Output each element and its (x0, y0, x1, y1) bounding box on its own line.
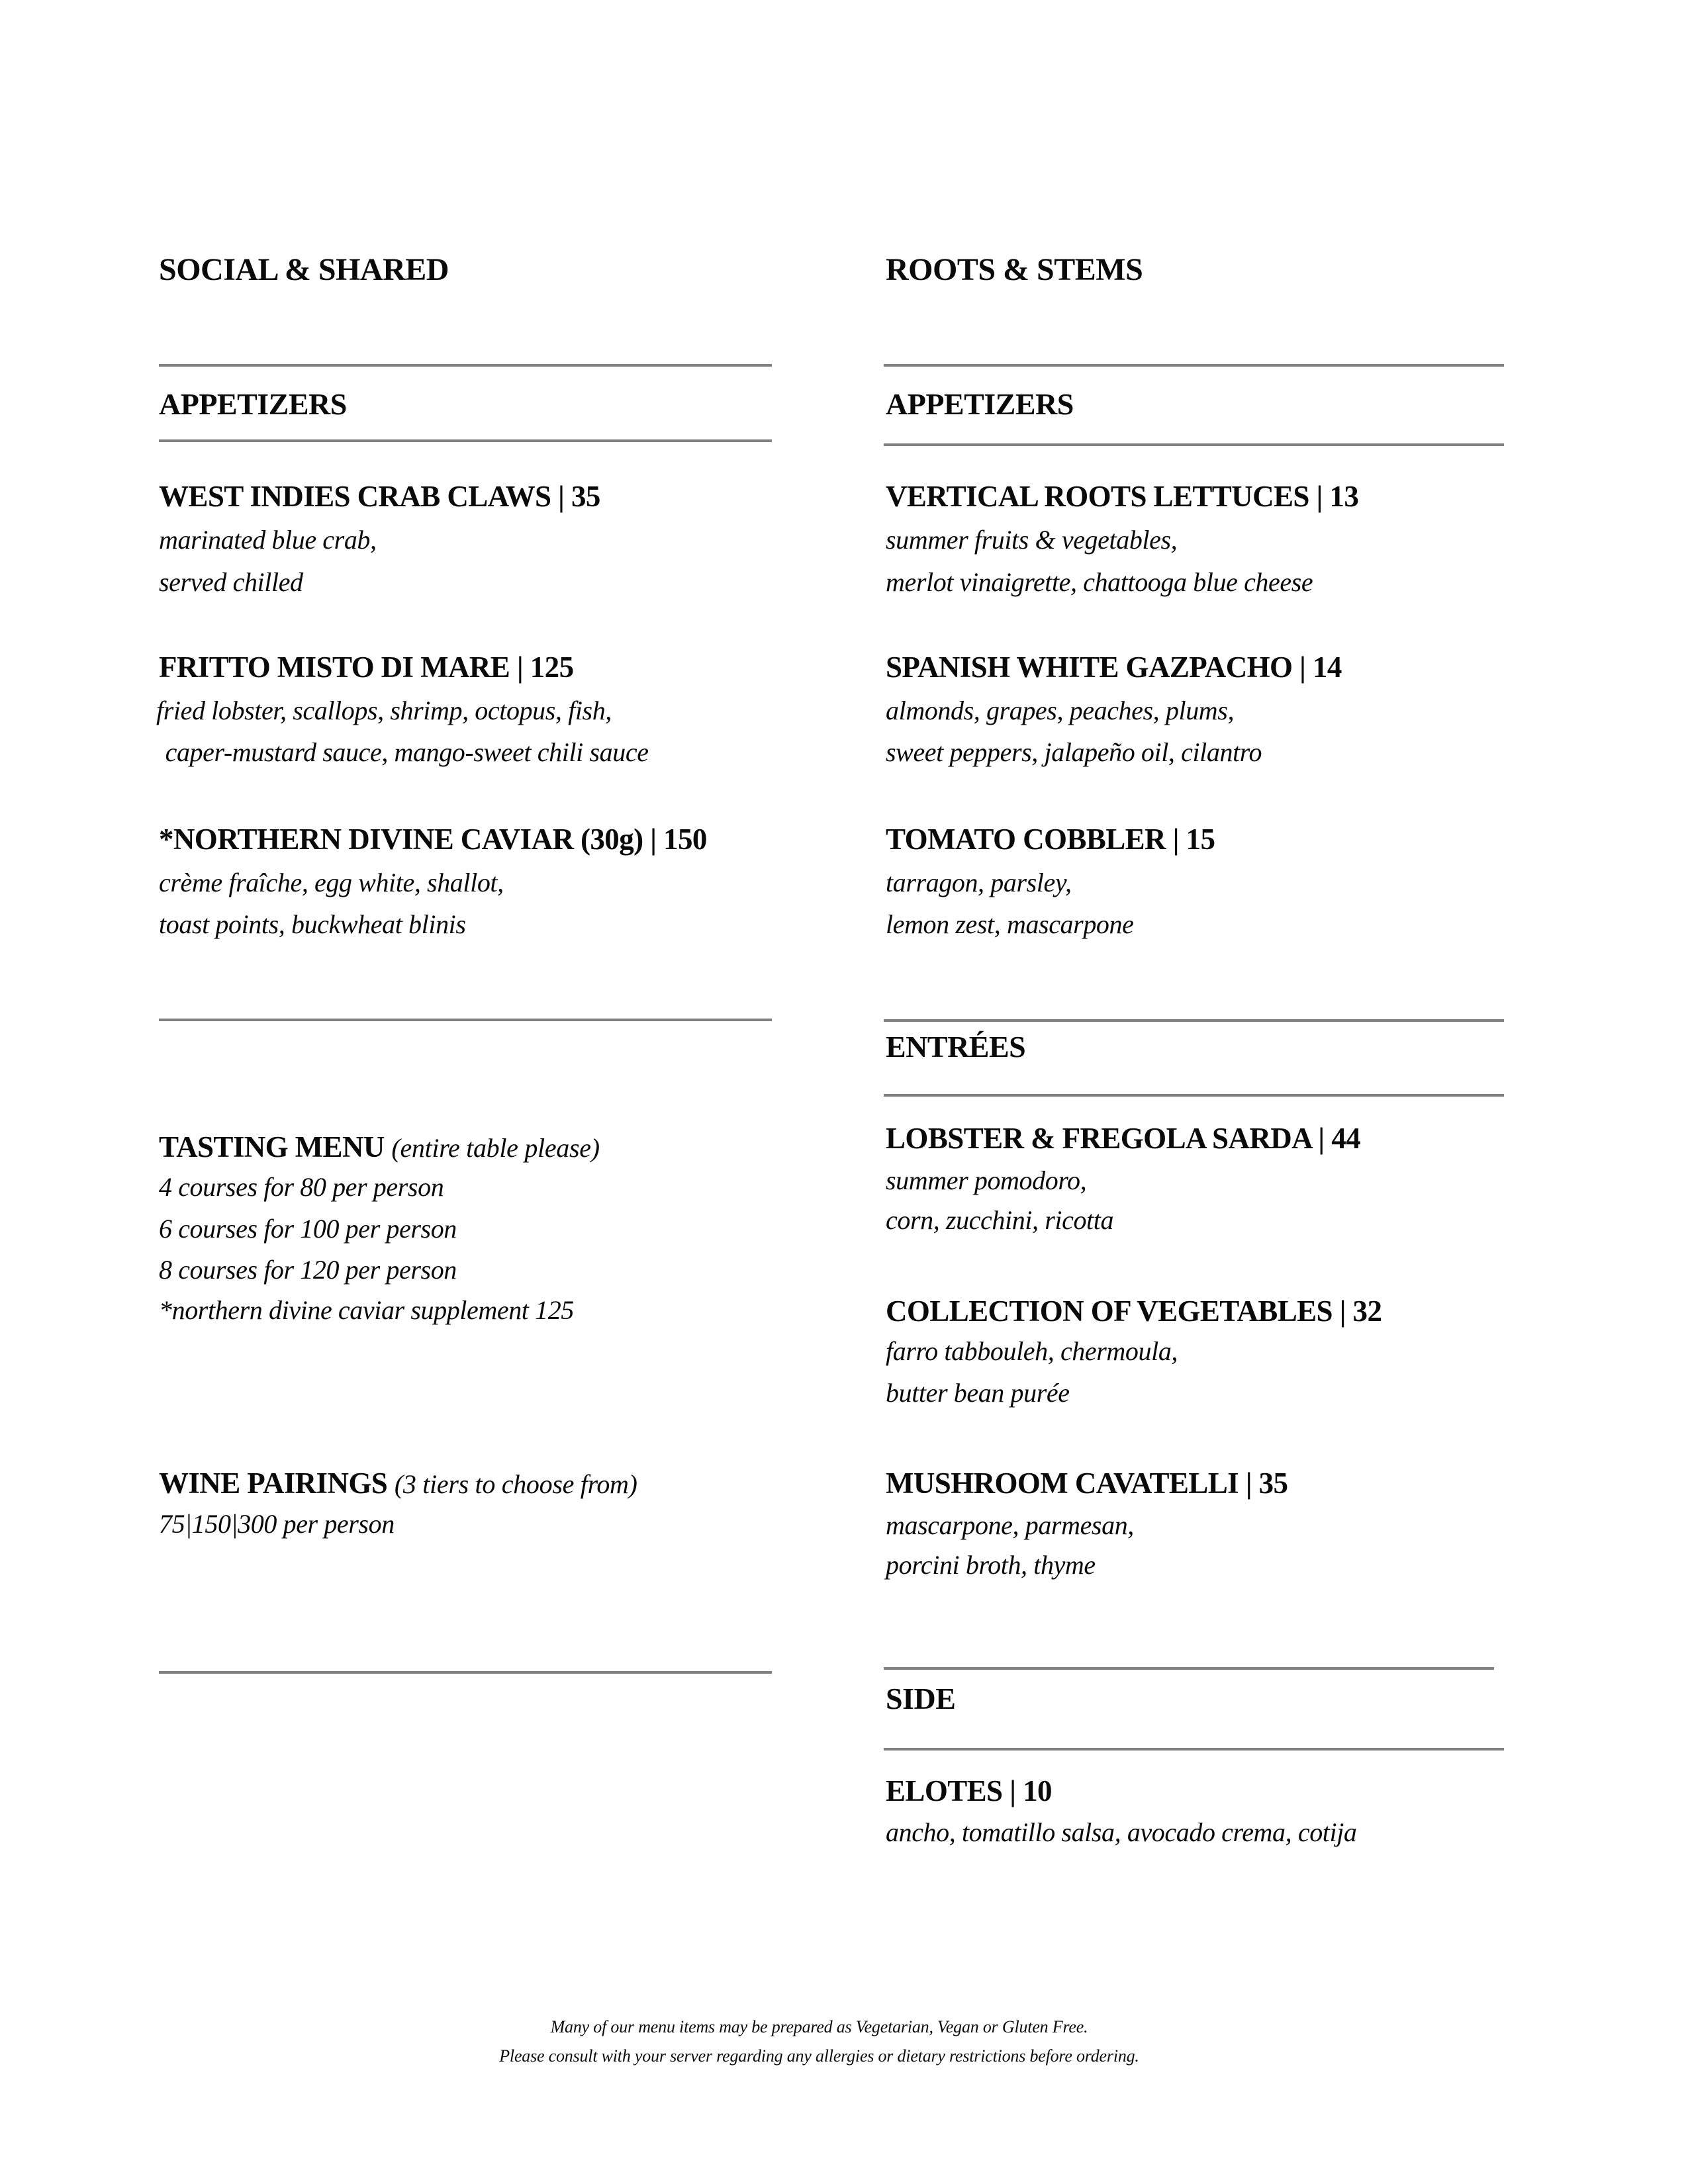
menu-item-description: almonds, grapes, peaches, plums, (886, 696, 1235, 725)
menu-item-title: TOMATO COBBLER | 15 (886, 823, 1215, 856)
tasting-menu-title (159, 1132, 600, 1162)
category-heading-appetizers: APPETIZERS (159, 387, 347, 421)
divider (884, 443, 1504, 446)
menu-item-description: crème fraîche, egg white, shallot, (159, 868, 504, 897)
section-title-social-shared: SOCIAL & SHARED (159, 252, 449, 287)
menu-item-description: butter bean purée (886, 1378, 1070, 1408)
dietary-note: Many of our menu items may be prepared as Vegetarian, Vegan or Gluten Free. (550, 2017, 1088, 2036)
divider (159, 439, 772, 442)
wine-pairings-prices: 75|150|300 per person (159, 1509, 395, 1539)
tasting-menu-note: (entire table please) (391, 1133, 600, 1163)
menu-item-title: VERTICAL ROOTS LETTUCES | 13 (886, 480, 1359, 513)
divider (884, 1094, 1504, 1097)
category-heading-entrees: ENTRÉES (886, 1030, 1026, 1064)
menu-item-description: ancho, tomatillo salsa, avocado crema, cotija (886, 1817, 1357, 1847)
menu-item-title: *NORTHERN DIVINE CAVIAR (30g) | 150 (159, 823, 707, 856)
menu-item-description: caper-mustard sauce, mango-sweet chili sauce (159, 737, 649, 767)
tasting-menu-supplement: *northern divine caviar supplement 125 (159, 1295, 574, 1325)
menu-item-description: marinated blue crab, (159, 525, 377, 555)
divider (159, 364, 772, 367)
menu-item-description: sweet peppers, jalapeño oil, cilantro (886, 737, 1262, 767)
wine-pairings-label: WINE PAIRINGS (159, 1467, 388, 1500)
menu-item-title: ELOTES | 10 (886, 1774, 1052, 1807)
divider (159, 1019, 772, 1021)
menu-item-description: served chilled (159, 567, 303, 597)
wine-pairings-note: (3 tiers to choose from) (394, 1469, 637, 1499)
tasting-menu-option: 6 courses for 100 per person (159, 1214, 457, 1244)
divider (159, 1671, 772, 1674)
category-heading-side: SIDE (886, 1682, 956, 1715)
divider (884, 364, 1504, 367)
section-title-roots-stems: ROOTS & STEMS (886, 252, 1143, 287)
wine-pairings-title (159, 1469, 637, 1498)
menu-item-description: corn, zucchini, ricotta (886, 1205, 1114, 1235)
menu-item-description: lemon zest, mascarpone (886, 909, 1134, 939)
menu-item-title: MUSHROOM CAVATELLI | 35 (886, 1467, 1288, 1500)
menu-item-description: farro tabbouleh, chermoula, (886, 1336, 1178, 1366)
menu-item-description: fried lobster, scallops, shrimp, octopus, fish, (156, 696, 612, 725)
menu-item-title: COLLECTION OF VEGETABLES | 32 (886, 1295, 1382, 1328)
allergy-note: Please consult with your server regarding any allergies or dietary restrictions before ordering. (499, 2046, 1139, 2066)
menu-item-description: mascarpone, parmesan, (886, 1510, 1134, 1540)
menu-item-description: merlot vinaigrette, chattooga blue cheese (886, 567, 1313, 597)
menu-item-title: WEST INDIES CRAB CLAWS | 35 (159, 480, 600, 513)
divider (884, 1019, 1504, 1022)
menu-item-description: summer fruits & vegetables, (886, 525, 1178, 555)
tasting-menu-option: 8 courses for 120 per person (159, 1255, 457, 1285)
category-heading-appetizers: APPETIZERS (886, 387, 1074, 421)
divider (884, 1667, 1494, 1670)
menu-item-description: porcini broth, thyme (886, 1550, 1096, 1580)
menu-item-description: summer pomodoro, (886, 1165, 1087, 1195)
tasting-menu-option: 4 courses for 80 per person (159, 1172, 444, 1202)
divider (884, 1748, 1504, 1751)
menu-item-title: LOBSTER & FREGOLA SARDA | 44 (886, 1122, 1360, 1155)
menu-item-description: tarragon, parsley, (886, 868, 1072, 897)
menu-item-title: FRITTO MISTO DI MARE | 125 (159, 651, 574, 684)
menu-item-title: SPANISH WHITE GAZPACHO | 14 (886, 651, 1342, 684)
tasting-menu-label: TASTING MENU (159, 1130, 385, 1163)
menu-item-description: toast points, buckwheat blinis (159, 909, 466, 939)
